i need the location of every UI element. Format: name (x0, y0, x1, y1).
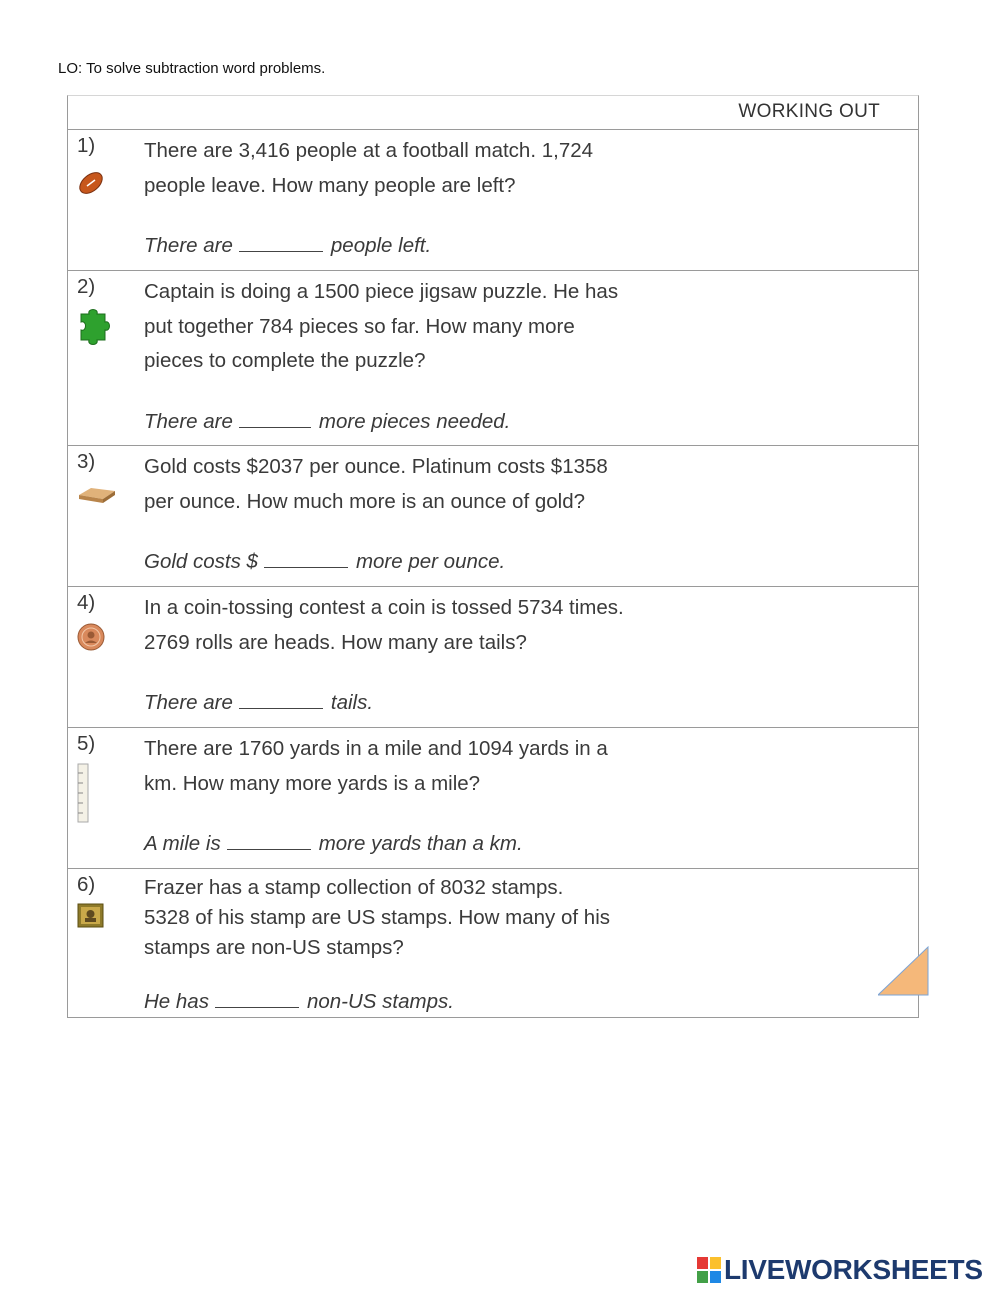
question-text (144, 591, 704, 660)
question-line: Captain is doing a 1500 piece jigsaw puzzle. He has (144, 280, 619, 303)
question-text (144, 134, 704, 203)
coin-icon (77, 623, 105, 651)
answer-prefix: There are (144, 410, 233, 433)
question-text (144, 732, 704, 801)
question-text (144, 450, 704, 519)
question-number: 1) (77, 134, 96, 157)
question-number: 6) (77, 873, 96, 896)
learning-objective: LO: To solve subtraction word problems. (58, 60, 326, 77)
question-line: Frazer has a stamp collection of 8032 stamps. (144, 876, 564, 899)
question-row-3 (68, 445, 918, 587)
question-line: people leave. How many people are left? (144, 173, 516, 197)
gold-bar-icon (77, 483, 117, 505)
question-row-5 (68, 727, 918, 869)
answer-suffix: more per ounce. (355, 550, 506, 573)
answer-sentence (144, 990, 454, 1014)
liveworksheets-logo-icon (697, 1257, 721, 1283)
brand-name: LIVEWORKSHEETS (724, 1254, 983, 1285)
answer-blank-3[interactable] (264, 553, 348, 568)
answer-prefix: He has (144, 990, 209, 1013)
answer-suffix: tails. (330, 691, 374, 714)
answer-blank-2[interactable] (239, 413, 311, 428)
answer-prefix: There are (144, 691, 233, 714)
question-line: km. How many more yards is a mile? (144, 771, 481, 795)
question-row-6 (68, 868, 918, 1019)
question-text (144, 873, 704, 963)
answer-suffix: non-US stamps. (306, 990, 454, 1013)
question-number: 4) (77, 591, 96, 614)
question-number: 2) (77, 275, 96, 298)
answer-sentence (144, 832, 523, 856)
table-header (68, 96, 918, 130)
answer-suffix: more yards than a km. (318, 832, 523, 855)
liveworksheets-logo (697, 1253, 983, 1287)
stamp-icon (77, 903, 104, 928)
question-text (144, 275, 704, 379)
question-line: stamps are non-US stamps? (144, 936, 404, 959)
question-number: 3) (77, 450, 96, 473)
question-number: 5) (77, 732, 96, 755)
page-curl-icon (878, 945, 930, 997)
answer-sentence (144, 691, 373, 715)
answer-sentence (144, 410, 510, 434)
football-icon (77, 169, 105, 197)
answer-blank-4[interactable] (239, 694, 323, 709)
answer-prefix: There are (144, 234, 233, 257)
answer-blank-6[interactable] (215, 993, 299, 1008)
answer-prefix: A mile is (144, 832, 221, 855)
question-line: 2769 rolls are heads. How many are tails? (144, 630, 527, 654)
question-line: 5328 of his stamp are US stamps. How many of his (144, 906, 611, 929)
answer-sentence (144, 234, 431, 258)
question-line: There are 3,416 people at a football match. 1,724 (144, 139, 594, 162)
answer-suffix: people left. (330, 234, 432, 257)
question-line: per ounce. How much more is an ounce of gold? (144, 489, 586, 513)
answer-blank-1[interactable] (239, 237, 323, 252)
question-row-1 (68, 129, 918, 271)
question-line: put together 784 pieces so far. How many more (144, 314, 575, 338)
question-row-4 (68, 586, 918, 728)
question-line: Gold costs $2037 per ounce. Platinum costs $1358 (144, 455, 608, 478)
answer-prefix: Gold costs $ (144, 550, 258, 573)
answer-blank-5[interactable] (227, 835, 311, 850)
question-row-2 (68, 270, 918, 446)
ruler-icon (77, 763, 89, 823)
question-line: There are 1760 yards in a mile and 1094 yards in a (144, 737, 608, 760)
question-line: In a coin-tossing contest a coin is tossed 5734 times. (144, 596, 624, 619)
puzzle-piece-icon (77, 306, 111, 346)
answer-sentence (144, 550, 505, 574)
question-line: pieces to complete the puzzle? (144, 349, 426, 372)
worksheet-table (67, 95, 919, 1018)
answer-suffix: more pieces needed. (318, 410, 511, 433)
working-out-heading: WORKING OUT (738, 101, 880, 122)
